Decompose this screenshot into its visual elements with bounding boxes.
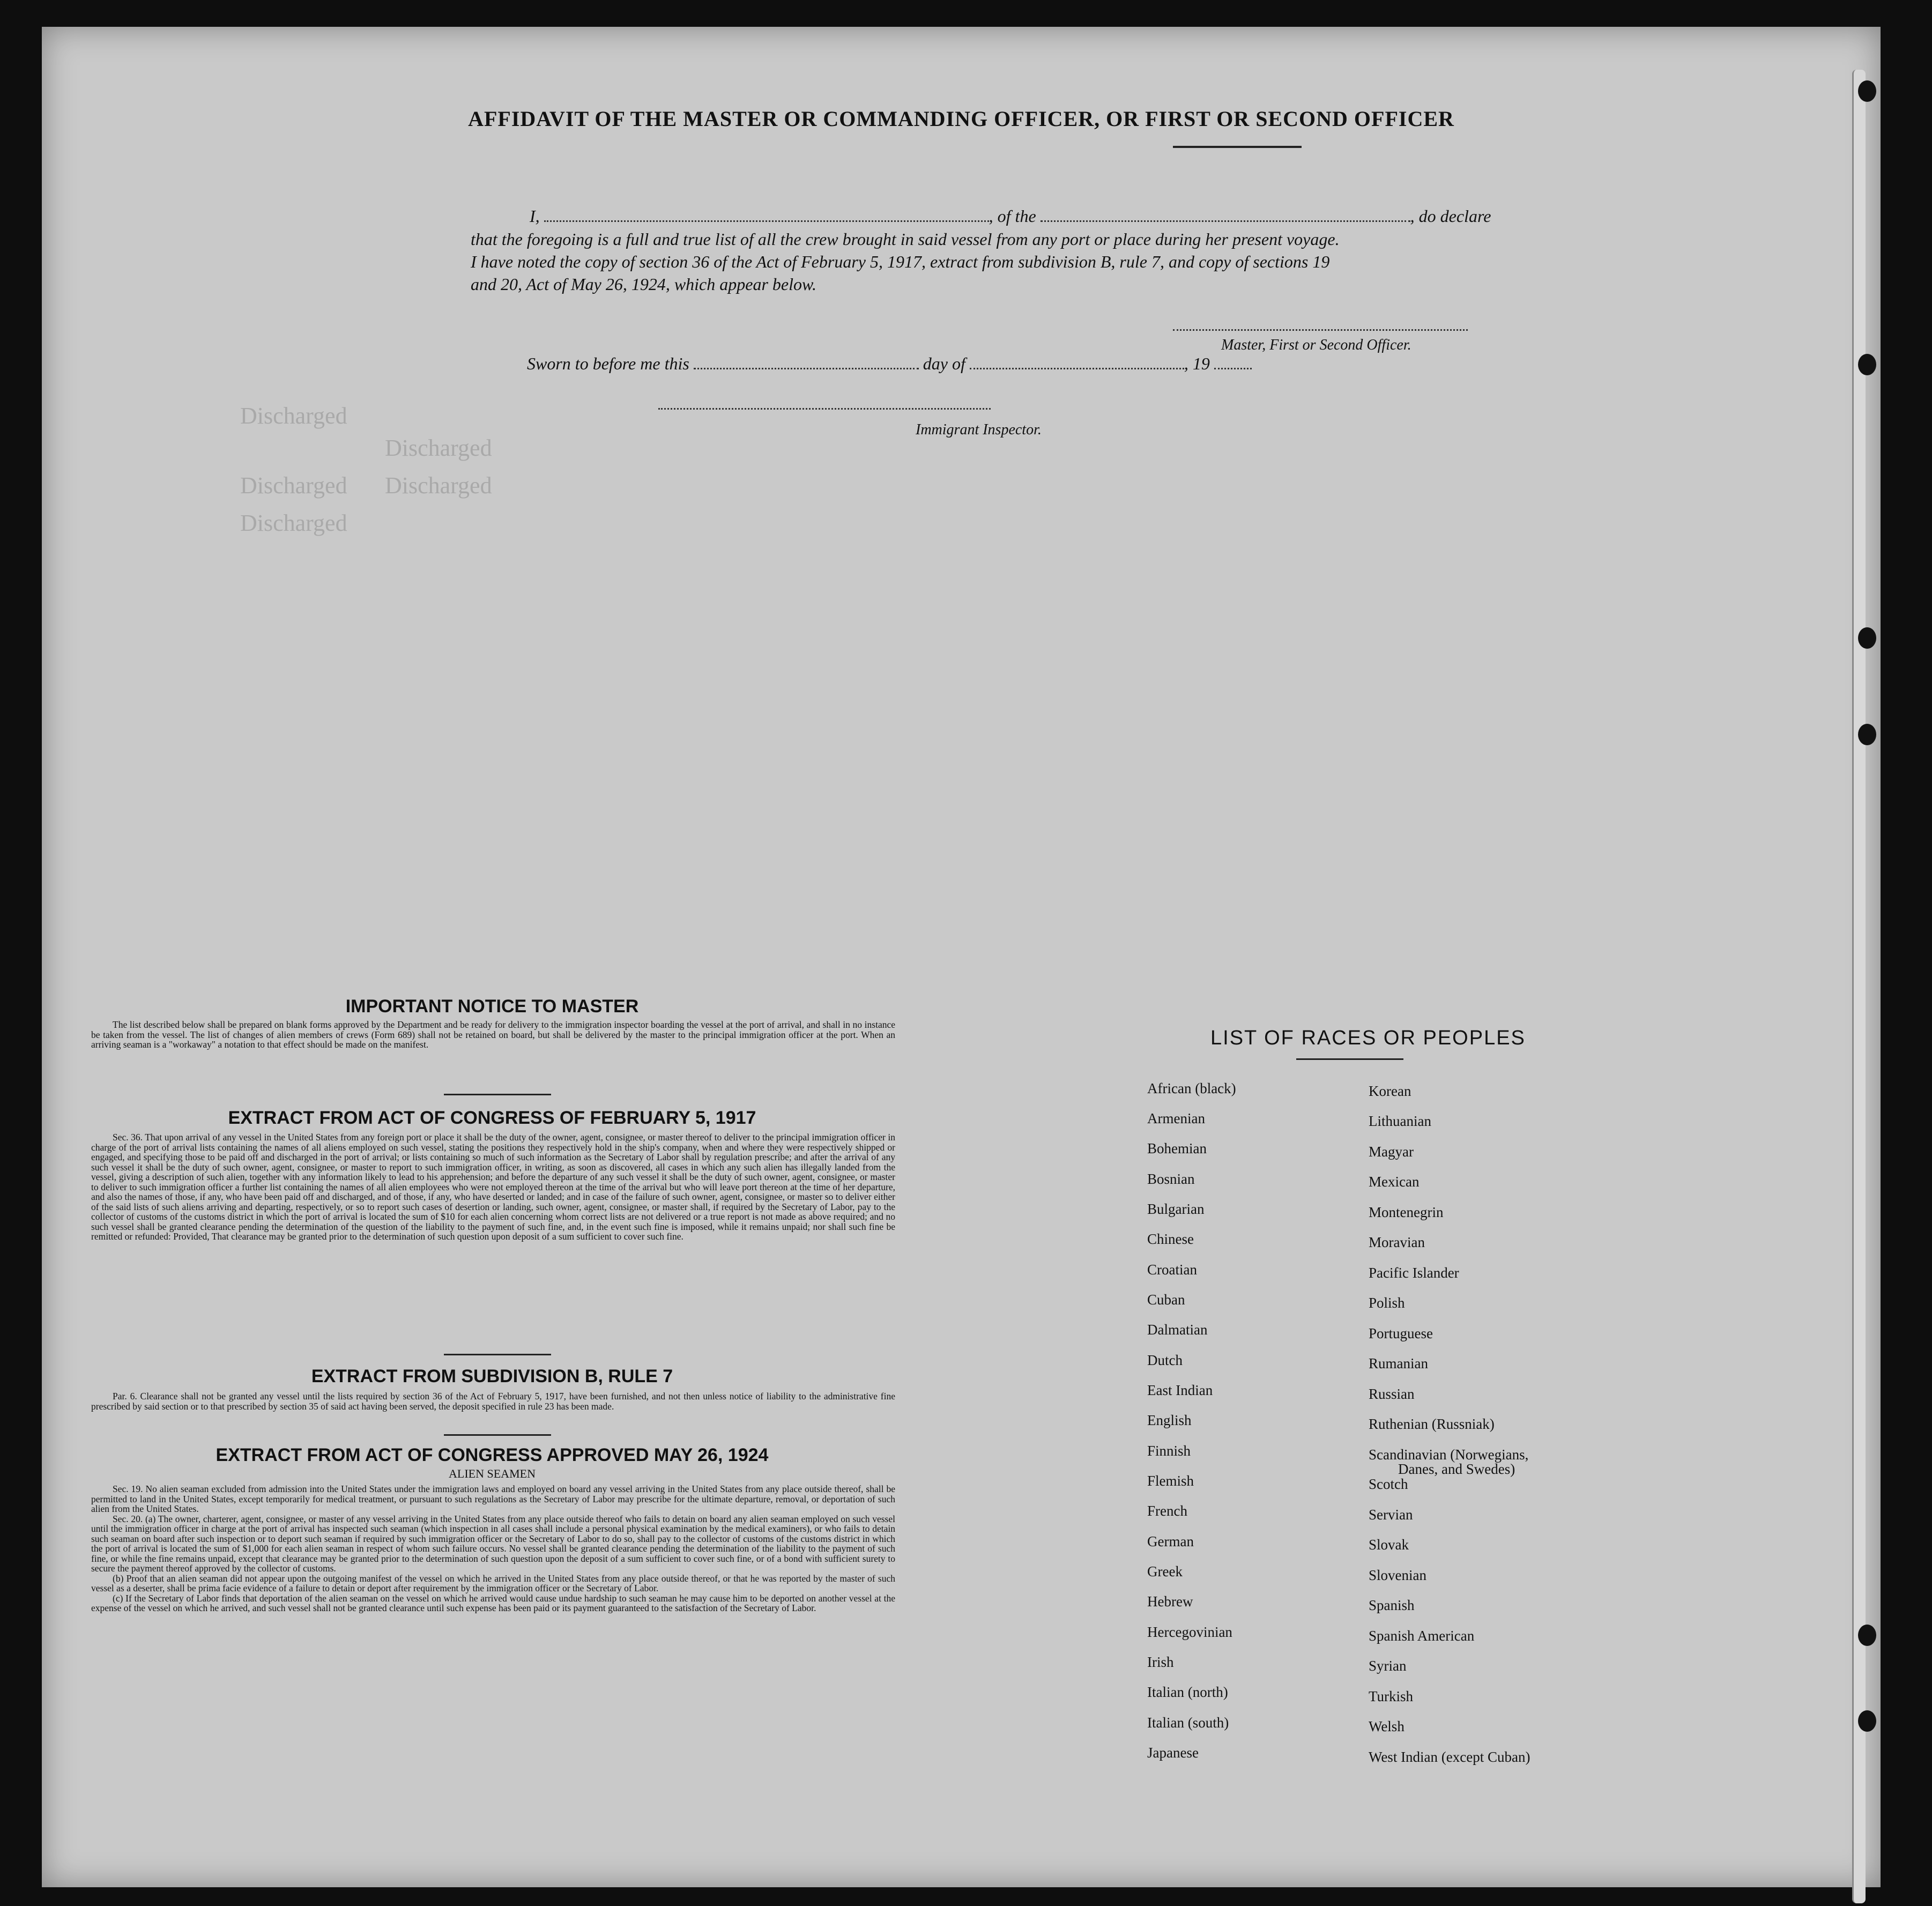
sworn-month-blank[interactable] [970, 354, 1184, 369]
race-right: Montenegrin [1369, 1204, 1444, 1220]
race-right: Scandinavian (Norwegians, [1369, 1447, 1529, 1463]
notice-body [91, 1020, 895, 1050]
notice-text: The list described below shall be prepared on blank forms approved by the Department and be ready for delivery to the immigration inspector boarding the vessel at the port of arrival, and shall in no instance be taken from the vessel. The list of changes of alien members of crews (Form 689) shall not be retained on board, but shall be delivered by the master to the principal immigration officer at the port. When an arriving seaman is a "workaway" a notation to that effect should be made on the manifest. [91, 1019, 895, 1050]
sec-20a-text: Sec. 20. (a) The owner, charterer, agent, consignee, or master of any vessel arriving in the United States from any place outside thereof who fails to detain on board any alien seaman employed on such vessel until the immigration officer in charge at the port of arrival has inspected such seaman (which inspection in all cases shall include a personal physical examination by the medical examiners), or who fails to detain such seaman on board after such inspection or to deport such seaman if required by such immigration officer or the Secretary of Labor to do so, shall pay to the collector of customs of the customs district in which the port of arrival is located the sum of $1,000 for each alien seaman in respect of whom such failure occurs. No vessel shall be granted clearance pending the determination of the liability to the payment of such fine, or while the fine remains unpaid, except that clearance may be granted prior to the determination of such question upon the deposit of a sum sufficient to cover such fine, or of a bond with sufficient surety to secure the payment thereof approved by the collector of customs. [91, 1513, 895, 1574]
alien-seamen-subtitle: ALIEN SEAMEN [449, 1467, 536, 1480]
race-left: Dalmatian [1147, 1322, 1208, 1338]
rule-7-body [91, 1391, 895, 1411]
race-right: Servian [1369, 1507, 1413, 1523]
race-left: Bosnian [1147, 1171, 1195, 1187]
binder-hole [1858, 354, 1876, 375]
race-right: Korean [1369, 1083, 1411, 1099]
binder-hole [1858, 627, 1876, 649]
master-signature-label: Master, First or Second Officer. [1221, 337, 1411, 353]
race-right: Turkish [1369, 1688, 1414, 1704]
extract-1917-title: EXTRACT FROM ACT OF CONGRESS OF FEBRUARY 5, 1917 [228, 1108, 756, 1128]
race-right: Syrian [1369, 1658, 1407, 1674]
race-right: Danes, and Swedes) [1398, 1461, 1515, 1477]
document-sheet [42, 27, 1881, 1887]
declaration-line-1 [530, 206, 1491, 226]
race-left: Dutch [1147, 1352, 1183, 1368]
race-left: Chinese [1147, 1231, 1194, 1247]
race-right: Polish [1369, 1295, 1405, 1311]
race-left: Bohemian [1147, 1140, 1207, 1156]
race-left: Cuban [1147, 1292, 1185, 1308]
race-right: Russian [1369, 1386, 1415, 1402]
race-left: Bulgarian [1147, 1201, 1205, 1217]
declaration-line-4: and 20, Act of May 26, 1924, which appear below. [471, 275, 816, 294]
extract-1924-body [91, 1484, 895, 1613]
notice-divider [444, 1094, 551, 1095]
race-right: Lithuanian [1369, 1113, 1431, 1129]
sworn-line [527, 354, 1252, 374]
par-6-text: Par. 6. Clearance shall not be granted any vessel until the lists required by section 36 of the Act of February 5, 1917, have been furnished, and not then unless notice of liability to the administrative fine prescribed by said section or to that prescribed by section 35 of said act having been served, the deposit specified in rule 23 has been made. [91, 1391, 895, 1412]
declaration-line-2: that the foregoing is a full and true list of all the crew brought in said vessel from any port or place during her present voyage. [471, 229, 1340, 249]
of-the-label: , of the [989, 206, 1036, 226]
race-right: Welsh [1369, 1718, 1405, 1734]
race-right: Slovenian [1369, 1567, 1426, 1583]
race-right: Magyar [1369, 1144, 1414, 1160]
extract-1917-divider [444, 1354, 551, 1355]
races-divider [1296, 1058, 1403, 1060]
year-label: , 19 [1184, 354, 1210, 373]
bleed-through-word: Discharged [240, 403, 347, 429]
race-left: Irish [1147, 1654, 1174, 1670]
sec-20b-text: (b) Proof that an alien seaman did not appear upon the outgoing manifest of the vessel on which he arrived in the United States from any place outside thereof, or that he was reported by the master of such vessel as a deserter, shall be prima facie evidence of a failure to detain or deport after requirement by the immigration officer or the Secretary of Labor. [91, 1573, 895, 1593]
bleed-through-word: Discharged [385, 435, 492, 461]
race-left: Hebrew [1147, 1593, 1193, 1610]
race-left: Hercegovinian [1147, 1624, 1232, 1640]
sworn-year-blank[interactable] [1214, 354, 1252, 369]
race-left: Greek [1147, 1563, 1183, 1579]
bleed-through-word: Discharged [385, 472, 492, 499]
binder-hole [1858, 1710, 1876, 1732]
race-left: African (black) [1147, 1080, 1236, 1096]
sec-36-text: Sec. 36. That upon arrival of any vessel in the United States from any foreign port or place it shall be the duty of the owner, agent, consignee, or master thereof to deliver to the principal immigration officer in charge of the port of arrival lists containing the names of all aliens employed on such vessel, stating the positions they respectively hold in the ship's company, when and where they were respectively shipped or engaged, and specifying those to be paid off and discharged in the port of arrival; or lists containing so much of such information as the Secretary of Labor shall by regulation prescribe; and after the arrival of any such vessel it shall be the duty of such owner, agent, consignee, or master to report to such immigration officer, in writing, as soon as discovered, all cases in which any such alien has illegally landed from the vessel, giving a description of such alien, together with any information likely to lead to his apprehension; and before the departure of any such vessel it shall be the duty of such owner, agent, consignee, or master to deliver to such immigration officer a further list containing the names of all alien employees who were not employed thereon at the time of the arrival but who will leave port thereon at the time of her departure, and also the names of those, if any, who have been paid off and discharged, and of those, if any, who have deserted or landed; and in case of the failure of such owner, agent, consignee, or master so to deliver either of the said lists of such aliens arriving and departing, respectively, or so to report such cases of desertion or landing, such owner, agent, consignee, or master shall, if required by the Secretary of Labor, pay to the collector of customs of the customs district in which the port of arrival is located the sum of $10 for each alien concerning whom correct lists are not delivered or a true report is not made as above required; and no such vessel shall be granted clearance pending the determination of the question of the liability to the payment of such fine, and, in the event such fine is imposed, while it remains unpaid; nor shall such fine be remitted or refunded: Provided, That clearance may be granted prior to the determination of such question upon deposit of a sum sufficient to cover such fine. [91, 1132, 895, 1242]
binder-hole [1858, 724, 1876, 745]
notice-title: IMPORTANT NOTICE TO MASTER [345, 996, 639, 1017]
race-right: Slovak [1369, 1537, 1409, 1553]
race-left: English [1147, 1412, 1192, 1428]
race-right: Moravian [1369, 1234, 1425, 1250]
do-declare-label: , do declare [1410, 206, 1491, 226]
name-blank[interactable] [544, 206, 989, 222]
i-label: I, [530, 206, 540, 226]
races-title: LIST OF RACES OR PEOPLES [1210, 1027, 1526, 1049]
rule-7-divider [444, 1434, 551, 1436]
affidavit-title: AFFIDAVIT OF THE MASTER OR COMMANDING OFFICER, OR FIRST OR SECOND OFFICER [468, 107, 1454, 131]
sec-19-text: Sec. 19. No alien seaman excluded from admission into the United States under the immigration laws and employed on board any vessel arriving in the United States from any place outside thereof, shall be permitted to land in the United States, except temporarily for medical treatment, or pursuant to such regulations as the Secretary of Labor may prescribe for the ultimate departure, removal, or deportation of such alien from the United States. [91, 1484, 895, 1514]
race-right: Portuguese [1369, 1325, 1433, 1341]
race-right: Ruthenian (Russniak) [1369, 1416, 1495, 1432]
inspector-signature-blank[interactable] [658, 394, 991, 410]
race-left: Italian (south) [1147, 1715, 1229, 1731]
declaration-line-3: I have noted the copy of section 36 of the Act of February 5, 1917, extract from subdivision B, rule 7, and copy of sections 19 [471, 252, 1330, 271]
race-left: Japanese [1147, 1745, 1199, 1761]
race-left: Finnish [1147, 1443, 1191, 1459]
vessel-blank[interactable] [1041, 206, 1410, 222]
inspector-signature-label: Immigrant Inspector. [916, 421, 1042, 438]
bleed-through-word: Discharged [240, 510, 347, 536]
race-right: Mexican [1369, 1174, 1420, 1190]
sworn-day-blank[interactable] [694, 354, 919, 369]
race-left: French [1147, 1503, 1187, 1519]
race-left: Armenian [1147, 1110, 1205, 1126]
race-left: German [1147, 1533, 1194, 1549]
race-left: Flemish [1147, 1473, 1194, 1489]
bleed-through-word: Discharged [240, 472, 347, 499]
race-right: West Indian (except Cuban) [1369, 1749, 1530, 1765]
title-divider [1173, 146, 1302, 148]
extract-1917-body [91, 1132, 895, 1242]
sec-20c-text: (c) If the Secretary of Labor finds that deportation of the alien seaman on the vessel on which he arrived would cause undue hardship to such seaman he may cause him to be deported on another vessel at the expense of the vessel on which he arrived, and such vessel shall not be granted clearance until such expense has been paid or its payment guaranteed to the satisfaction of the Secretary of Labor. [91, 1592, 895, 1613]
binder-hole [1858, 80, 1876, 102]
race-right: Scotch [1369, 1476, 1408, 1492]
race-right: Rumanian [1369, 1355, 1428, 1371]
extract-1924-title: EXTRACT FROM ACT OF CONGRESS APPROVED MAY 26, 1924 [216, 1445, 769, 1465]
sworn-label: Sworn to before me this [527, 354, 689, 373]
master-signature-blank[interactable] [1173, 315, 1468, 331]
race-right: Pacific Islander [1369, 1265, 1459, 1281]
binder-hole [1858, 1625, 1876, 1646]
race-right: Spanish [1369, 1597, 1415, 1613]
race-right: Spanish American [1369, 1628, 1475, 1644]
race-left: Italian (north) [1147, 1684, 1228, 1700]
rule-7-title: EXTRACT FROM SUBDIVISION B, RULE 7 [311, 1366, 673, 1386]
day-of-label: day of [923, 354, 965, 373]
race-left: Croatian [1147, 1262, 1197, 1278]
race-left: East Indian [1147, 1382, 1213, 1398]
